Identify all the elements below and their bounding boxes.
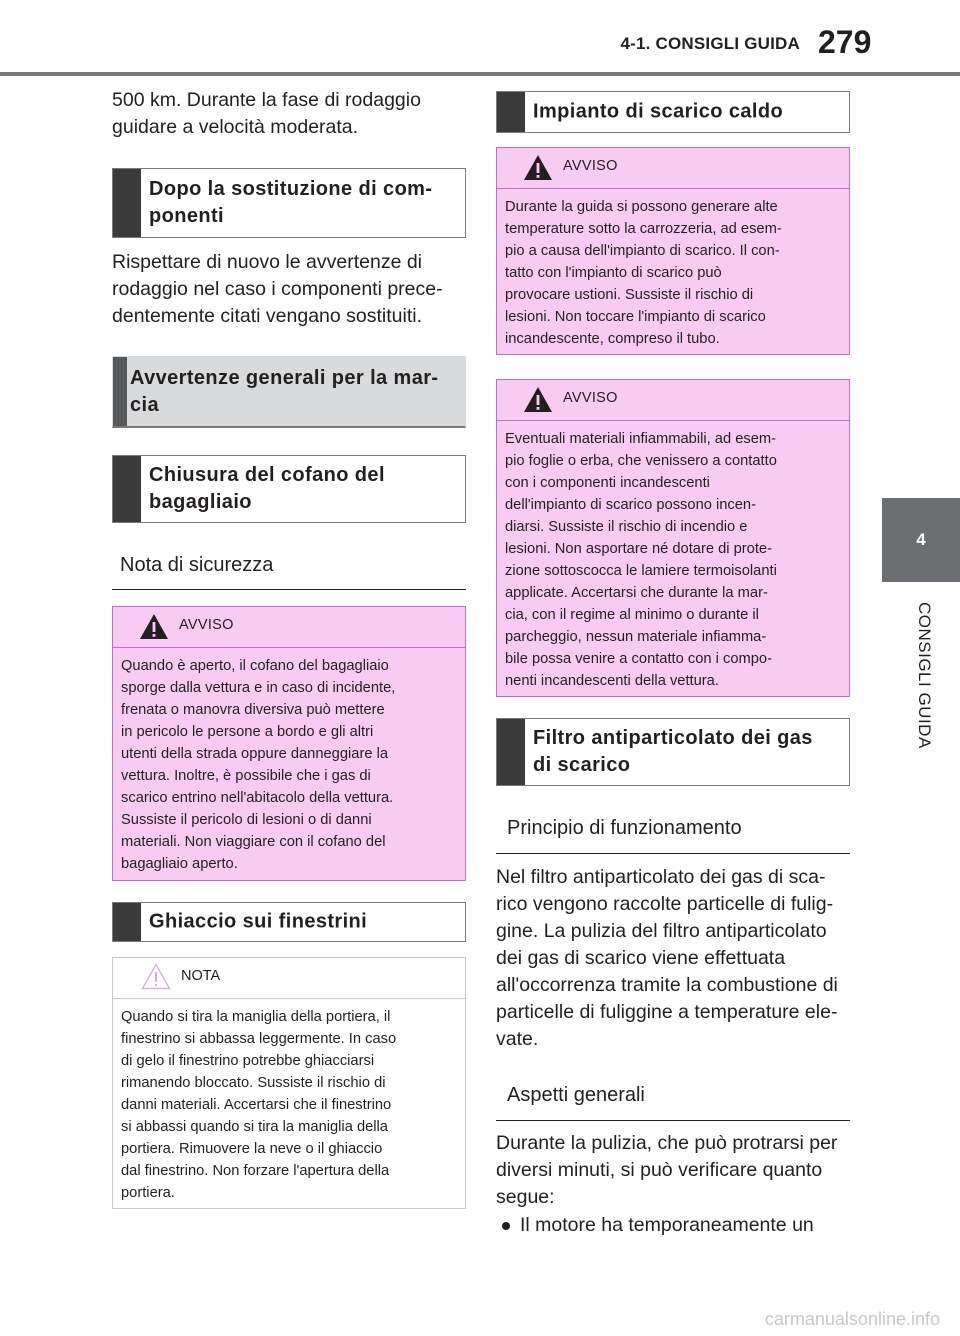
paragraph-rispettare: Rispettare di nuovo le avvertenze di rodaggio nel caso i componenti prece- dentemente citati vengano sostituiti. <box>112 251 443 327</box>
heading-filtro-antiparticolato <box>496 718 850 786</box>
heading-bar <box>497 92 525 132</box>
heading-bar <box>113 903 141 941</box>
subheading-nota-di-sicurezza: Nota di sicurezza <box>112 554 466 590</box>
heading-avvertenze-generali <box>112 356 466 428</box>
note-header <box>113 958 465 999</box>
watermark: carmanualsonline.info <box>764 1309 940 1329</box>
warning-text: Quando è aperto, il cofano del bagagliaio sporge dalla vettura e in caso di incidente, frenata o manovra diversiva può mettere in pericolo le persone a bordo e gli altri utenti della strada oppure danneggiare la vettura. Inoltre, è possibile che i gas di scarico entrino nell'abitacolo della vettura. Sussiste il pericolo di lesioni o di danni materiali. Non viaggiare con il cofano del bagagliaio aperto. <box>121 658 396 872</box>
warning-text: Eventuali materiali infiammabili, ad esem- pio foglie o erba, che venissero a contatto con i componenti incandescenti dell'impianto di scarico possono incen- diarsi. Sussiste il rischio di incendio e lesioni. Non asportare né dotare di prote- zione sottoscocca le lamiere termoisolanti applicate. Accertarsi che durante la mar- cia, con il regime al minimo o durante il parcheggio, nessun materiale infiamma- bile possa venire a contatto con i compo- nenti incandescenti della vettura. <box>505 431 777 689</box>
warning-header <box>497 380 849 421</box>
heading-bar <box>113 456 141 522</box>
heading-bar <box>497 719 525 785</box>
heading-chiusura-cofano <box>112 455 466 523</box>
warning-box-cofano <box>112 606 466 881</box>
header-rule <box>0 72 960 76</box>
warning-triangle-icon <box>523 386 553 413</box>
bullet-icon <box>502 1222 510 1230</box>
subheading-principio: Principio di funzionamento <box>496 817 850 854</box>
warning-label: AVVISO <box>563 390 618 406</box>
warning-header <box>497 148 849 189</box>
heading-ghiaccio <box>112 902 466 942</box>
running-header-section-title: 4-1. CONSIGLI GUIDA <box>620 34 800 53</box>
warning-box-scarico-caldo <box>496 147 850 355</box>
heading-bar <box>113 169 141 237</box>
warning-label: AVVISO <box>563 158 618 174</box>
bullet-item-motore: Il motore ha temporaneamente un <box>520 1214 814 1236</box>
heading-text: Dopo la sostituzione di com- ponenti <box>149 178 433 227</box>
subheading-aspetti-generali: Aspetti generali <box>496 1084 850 1121</box>
intro-paragraph: 500 km. Durante la fase di rodaggio guidare a velocità moderata. <box>112 89 421 138</box>
caution-triangle-outline-icon <box>141 963 171 990</box>
heading-impianto-scarico <box>496 91 850 133</box>
warning-header <box>113 607 465 648</box>
warning-triangle-icon <box>139 613 169 640</box>
heading-text: Impianto di scarico caldo <box>533 100 784 123</box>
page-number: 279 <box>818 24 872 60</box>
heading-bar <box>113 357 127 426</box>
note-label: NOTA <box>181 968 221 984</box>
paragraph-durante-la-pulizia: Durante la pulizia, che può protrarsi per diversi minuti, si può verificare quanto segue: <box>496 1132 838 1208</box>
chapter-tab-label: CONSIGLI GUIDA <box>915 602 934 749</box>
warning-label: AVVISO <box>179 617 234 633</box>
warning-triangle-icon <box>523 154 553 181</box>
chapter-tab-number: 4 <box>916 530 926 549</box>
warning-box-materiali-infiammabili <box>496 379 850 697</box>
heading-text: Filtro antiparticolato dei gas di scarico <box>533 727 813 776</box>
warning-text: Durante la guida si possono generare alte temperature sotto la carrozzeria, ad esem- pio a causa dell'impianto di scarico. Il con- tatto con l'impianto di scarico può provocare ustioni. Sussiste il rischio di lesioni. Non toccare l'impianto di scarico incandescente, compreso il tubo. <box>505 199 782 347</box>
heading-text: Avvertenze generali per la mar- cia <box>130 366 439 416</box>
heading-text: Ghiaccio sui finestrini <box>149 910 368 933</box>
note-text: Quando si tira la maniglia della portiera, il finestrino si abbassa leggermente. In caso di gelo il finestrino potrebbe ghiacciarsi rimanendo bloccato. Sussiste il rischio di danni materiali. Accertarsi che il finestrino si abbassi quando si tira la maniglia della portiera. Rimuovere la neve o il ghiaccio dal finestrino. Non forzare l'apertura della portiera. <box>121 1009 397 1201</box>
note-box-finestrino <box>112 957 466 1209</box>
paragraph-nel-filtro: Nel filtro antiparticolato dei gas di sca- rico vengono raccolte particelle di fulig- gine. La pulizia del filtro antiparticolato dei gas di scarico viene effettuata all'occorrenza tramite la combustione di particelle di fuliggine a temperature ele- vate. <box>496 866 838 1050</box>
heading-text: Chiusura del cofano del bagagliaio <box>149 464 385 513</box>
heading-dopo-la-sostituzione <box>112 168 466 238</box>
